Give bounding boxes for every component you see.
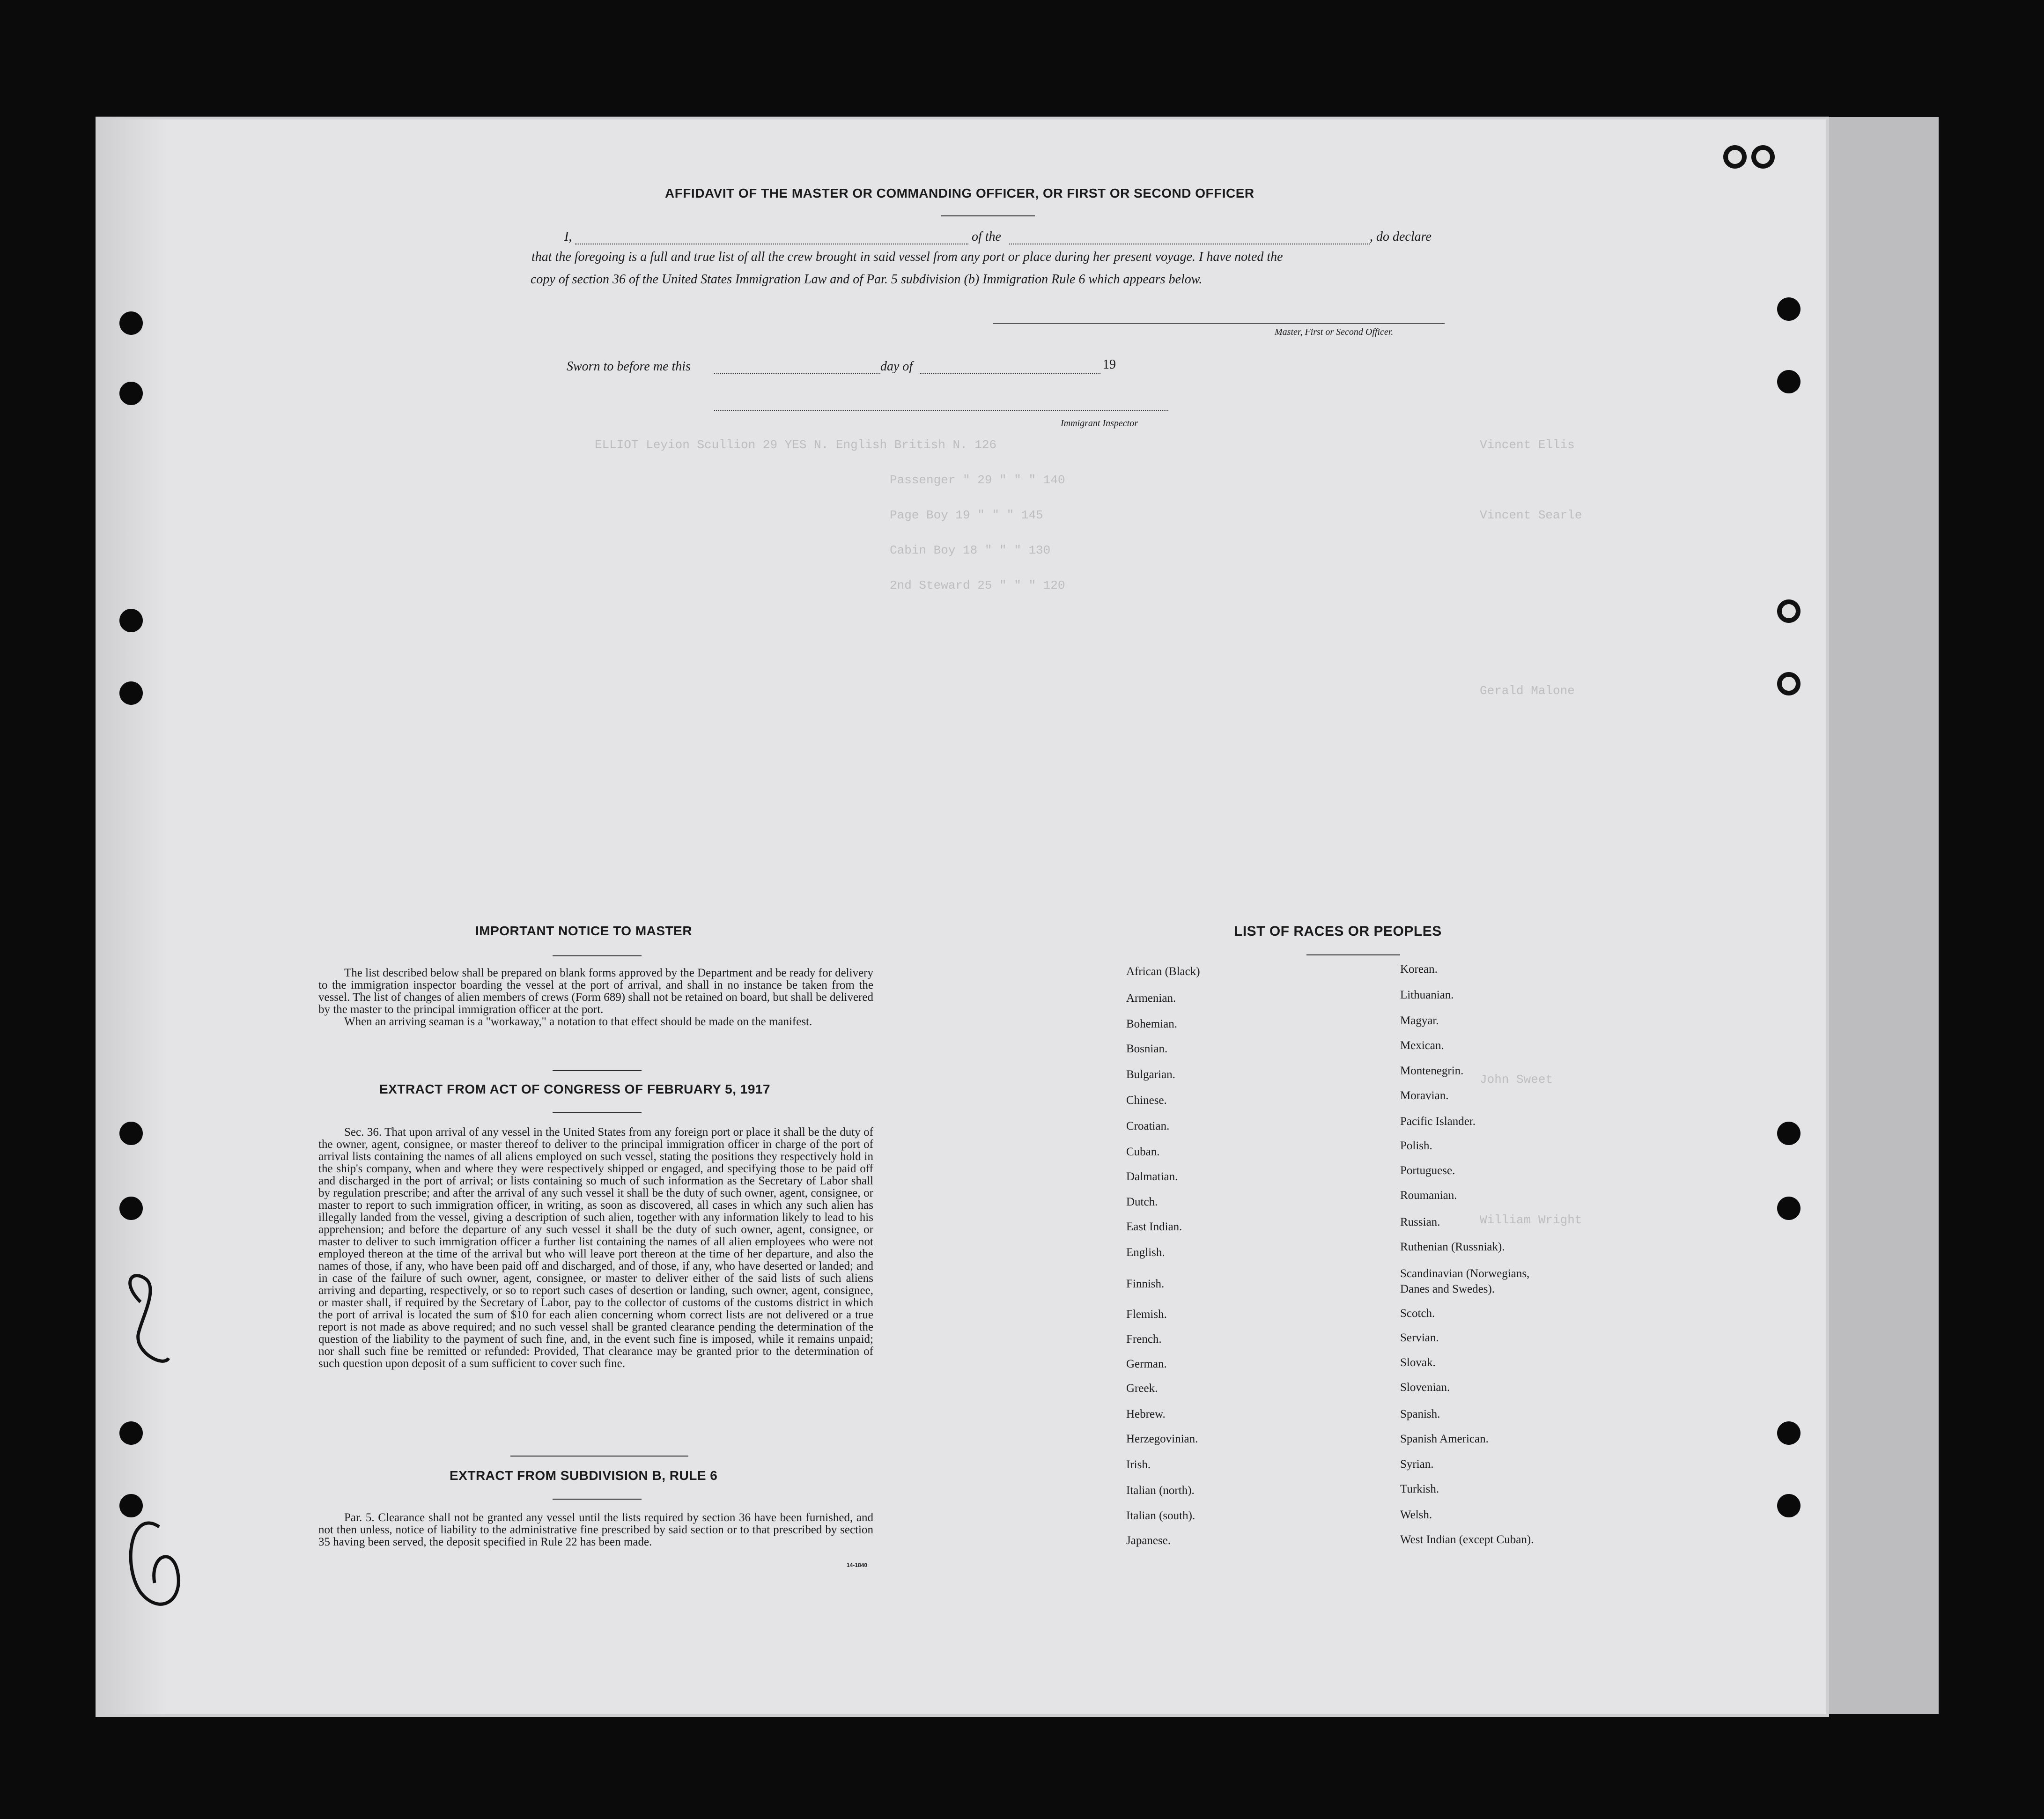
punch-hole: [1777, 1421, 1800, 1445]
bleed-through-text: 2nd Steward 25 " " " 120: [890, 578, 1065, 592]
sworn-day-of: day of: [880, 359, 913, 374]
bleed-through-text: Vincent Searle: [1480, 508, 1582, 522]
affidavit-line1-suffix: , do declare: [1370, 229, 1432, 244]
punch-hole: [1777, 297, 1800, 321]
extract1-body: [318, 1126, 873, 1370]
race-item: Hebrew.: [1126, 1408, 1166, 1420]
race-item: Magyar.: [1400, 1014, 1439, 1027]
form-code: 14-1840: [847, 1562, 868, 1568]
bleed-through-text: John Sweet: [1480, 1072, 1553, 1087]
race-item: Montenegrin.: [1400, 1065, 1464, 1077]
extract2-divider: [553, 1499, 642, 1500]
race-item: Dutch.: [1126, 1196, 1158, 1208]
bleed-through-text: Vincent Ellis: [1480, 438, 1575, 452]
notice-paragraph-1: The list described below shall be prepared on blank forms approved by the Department and be ready for delivery to the immigration inspector boarding the vessel at the port of arrival, and shall in no instance be taken from the vessel. The list of changes of alien members of crews (Form 689) shall not be retained on board, but shall be delivered by the master to the principal immigration officer at the port.: [318, 967, 873, 1016]
extract1-title: EXTRACT FROM ACT OF CONGRESS OF FEBRUARY 5, 1917: [379, 1082, 771, 1096]
inspector-signature-label: Immigrant Inspector: [1061, 418, 1138, 429]
punch-hole: [119, 681, 143, 705]
race-item: Lithuanian.: [1400, 989, 1454, 1001]
back-page-edge: [1817, 117, 1939, 1714]
affidavit-title: AFFIDAVIT OF THE MASTER OR COMMANDING OFFICER, OR FIRST OR SECOND OFFICER: [665, 186, 1254, 200]
race-item: Spanish.: [1400, 1408, 1440, 1420]
affidavit-line1-mid: of the: [972, 229, 1001, 244]
race-item: Bohemian.: [1126, 1018, 1178, 1030]
notice-body: [318, 967, 873, 1028]
extract1-divider: [553, 1112, 642, 1113]
race-item: East Indian.: [1126, 1220, 1182, 1233]
sworn-day-blank: [714, 373, 880, 374]
extract2-title: EXTRACT FROM SUBDIVISION B, RULE 6: [450, 1468, 718, 1483]
bleed-through-text: Cabin Boy 18 " " " 130: [890, 543, 1051, 557]
race-item: Turkish.: [1400, 1483, 1439, 1495]
race-item: Finnish.: [1126, 1278, 1165, 1290]
race-item: Italian (north).: [1126, 1484, 1195, 1497]
bleed-through-text: Page Boy 19 " " " 145: [890, 508, 1043, 522]
race-item: Roumanian.: [1400, 1189, 1457, 1202]
race-item: Syrian.: [1400, 1458, 1434, 1471]
master-signature-label: Master, First or Second Officer.: [1275, 327, 1394, 337]
sworn-month-blank: [920, 373, 1100, 374]
race-item: Polish.: [1400, 1139, 1432, 1152]
race-item: Cuban.: [1126, 1146, 1160, 1158]
punch-hole: [119, 609, 143, 632]
master-signature-line: [993, 323, 1445, 324]
races-title: LIST OF RACES OR PEOPLES: [1234, 924, 1442, 939]
punch-hole: [119, 1122, 143, 1145]
punch-hole: [1723, 145, 1747, 169]
notice-paragraph-2: When an arriving seaman is a "workaway," a notation to that effect should be made on the manifest.: [344, 1015, 812, 1028]
punch-hole: [1777, 370, 1800, 393]
sworn-text: Sworn to before me this: [567, 359, 691, 374]
race-item: Pacific Islander.: [1400, 1115, 1476, 1128]
extract1-top-divider: [553, 1070, 642, 1071]
bleed-through-text: Passenger " 29 " " " 140: [890, 473, 1065, 487]
race-item: Welsh.: [1400, 1508, 1432, 1521]
race-item: Scandinavian (Norwegians,: [1400, 1267, 1530, 1280]
race-item: Spanish American.: [1400, 1433, 1489, 1445]
race-item: Japanese.: [1126, 1534, 1171, 1547]
extract2-top-divider: [510, 1456, 688, 1457]
race-item-continuation: Danes and Swedes).: [1400, 1283, 1495, 1295]
inspector-signature-line: [714, 410, 1168, 411]
race-item: Russian.: [1400, 1216, 1440, 1228]
notice-divider: [553, 955, 642, 956]
bleed-through-text: Gerald Malone: [1480, 684, 1575, 698]
race-item: German.: [1126, 1358, 1167, 1370]
race-item: Ruthenian (Russniak).: [1400, 1241, 1505, 1253]
affidavit-line2: that the foregoing is a full and true list of all the crew brought in said vessel from any port or place during her present voyage. I have noted the: [531, 250, 1283, 264]
races-divider: [1306, 954, 1400, 955]
handwritten-mark: [112, 1264, 197, 1630]
race-item: Bulgarian.: [1126, 1068, 1175, 1081]
punch-hole: [1777, 1122, 1800, 1145]
race-item: Bosnian.: [1126, 1043, 1168, 1055]
sworn-year: 19: [1103, 357, 1116, 372]
affidavit-line1-prefix: I,: [564, 229, 572, 244]
affidavit-line3: copy of section 36 of the United States Immigration Law and of Par. 5 subdivision (b) Immigration Rule 6 which appears below.: [531, 272, 1203, 287]
race-item: Armenian.: [1126, 992, 1176, 1005]
bleed-through-text: ELLIOT Leyion Scullion 29 YES N. English British N. 126: [595, 438, 997, 452]
punch-hole: [119, 311, 143, 335]
race-item: Scotch.: [1400, 1307, 1435, 1320]
race-item: Italian (south).: [1126, 1509, 1195, 1522]
race-item: Portuguese.: [1400, 1164, 1455, 1177]
race-item: Korean.: [1400, 963, 1438, 976]
punch-hole: [119, 382, 143, 405]
bleed-through-text: William Wright: [1480, 1213, 1582, 1227]
notice-title: IMPORTANT NOTICE TO MASTER: [475, 924, 693, 938]
race-item: African (Black): [1126, 965, 1200, 978]
section-36-text: Sec. 36. That upon arrival of any vessel in the United States from any foreign port or place it shall be the duty of the owner, agent, consignee, or master thereof to deliver to the principal immigration officer in charge of the port of arrival lists containing the names of all aliens employed on such vessel, stating the positions they respectively hold in the ship's company, when and where they were respectively shipped or engaged, and specifying those to be paid off and discharged in the port of arrival; or lists containing so much of such information as the Secretary of Labor shall by regulation prescribe; and after the arrival of any such vessel it shall be the duty of such owner, agent, consignee, or master to report to such immigration officer, in writing, as soon as discovered, all cases in which any such alien has illegally landed from the vessel, giving a description of such alien, together with any information likely to lead to his apprehension; and before the departure of any such vessel it shall be the duty of such owner, agent, consignee, or master to deliver to such immigration officer a further list containing the names of all alien employees who were not employed thereon at the time of the arrival but who will leave port thereon at the time of her departure, and also the names of those, if any, who have been paid off and discharged, and of those, if any, who have deserted or landed; and in case of the failure of such owner, agent, consignee, or master to deliver either of the said lists of such aliens arriving and departing, respectively, or so to report such cases of desertion or landing, such owner, agent, consignee, or master shall, if required by the Secretary of Labor, pay to the collector of customs of the customs district in which the port of arrival is located the sum of $10 for each alien concerning whom correct lists are not delivered or a true report is not made as above required; and no such vessel shall be granted clearance pending the determination of the question of the liability to the payment of such fine, and, in the event such fine is imposed, while it remains unpaid; nor shall such fine be remitted or refunded: Provided, That clearance may be granted prior to the determination of such question upon deposit of a sum sufficient to cover such fine.: [318, 1126, 873, 1370]
race-item: Croatian.: [1126, 1120, 1170, 1132]
punch-hole: [1777, 1494, 1800, 1517]
par-5-text: Par. 5. Clearance shall not be granted any vessel until the lists required by section 36 have been furnished, and not then unless, notice of liability to the administrative fine prescribed by said section or to that prescribed by section 35 having been served, the deposit specified in Rule 22 has been made.: [318, 1511, 873, 1548]
race-item: Flemish.: [1126, 1308, 1167, 1321]
race-item: West Indian (except Cuban).: [1400, 1533, 1534, 1546]
race-item: Slovak.: [1400, 1356, 1436, 1369]
race-item: Moravian.: [1400, 1089, 1449, 1102]
extract2-body: [318, 1512, 873, 1548]
punch-hole: [1777, 672, 1800, 695]
race-item: Servian.: [1400, 1331, 1439, 1344]
punch-hole: [1777, 599, 1800, 623]
race-item: English.: [1126, 1246, 1165, 1259]
race-item: Dalmatian.: [1126, 1170, 1178, 1183]
punch-hole: [119, 1197, 143, 1220]
race-item: Chinese.: [1126, 1094, 1167, 1107]
race-item: Irish.: [1126, 1458, 1151, 1471]
race-item: Slovenian.: [1400, 1381, 1450, 1394]
race-item: Mexican.: [1400, 1039, 1444, 1052]
document-page: [98, 119, 1826, 1714]
punch-hole: [1777, 1197, 1800, 1220]
title-divider: [941, 215, 1035, 216]
punch-hole: [1751, 145, 1775, 169]
race-item: Herzegovinian.: [1126, 1433, 1198, 1445]
race-item: Greek.: [1126, 1382, 1158, 1395]
race-item: French.: [1126, 1333, 1162, 1346]
